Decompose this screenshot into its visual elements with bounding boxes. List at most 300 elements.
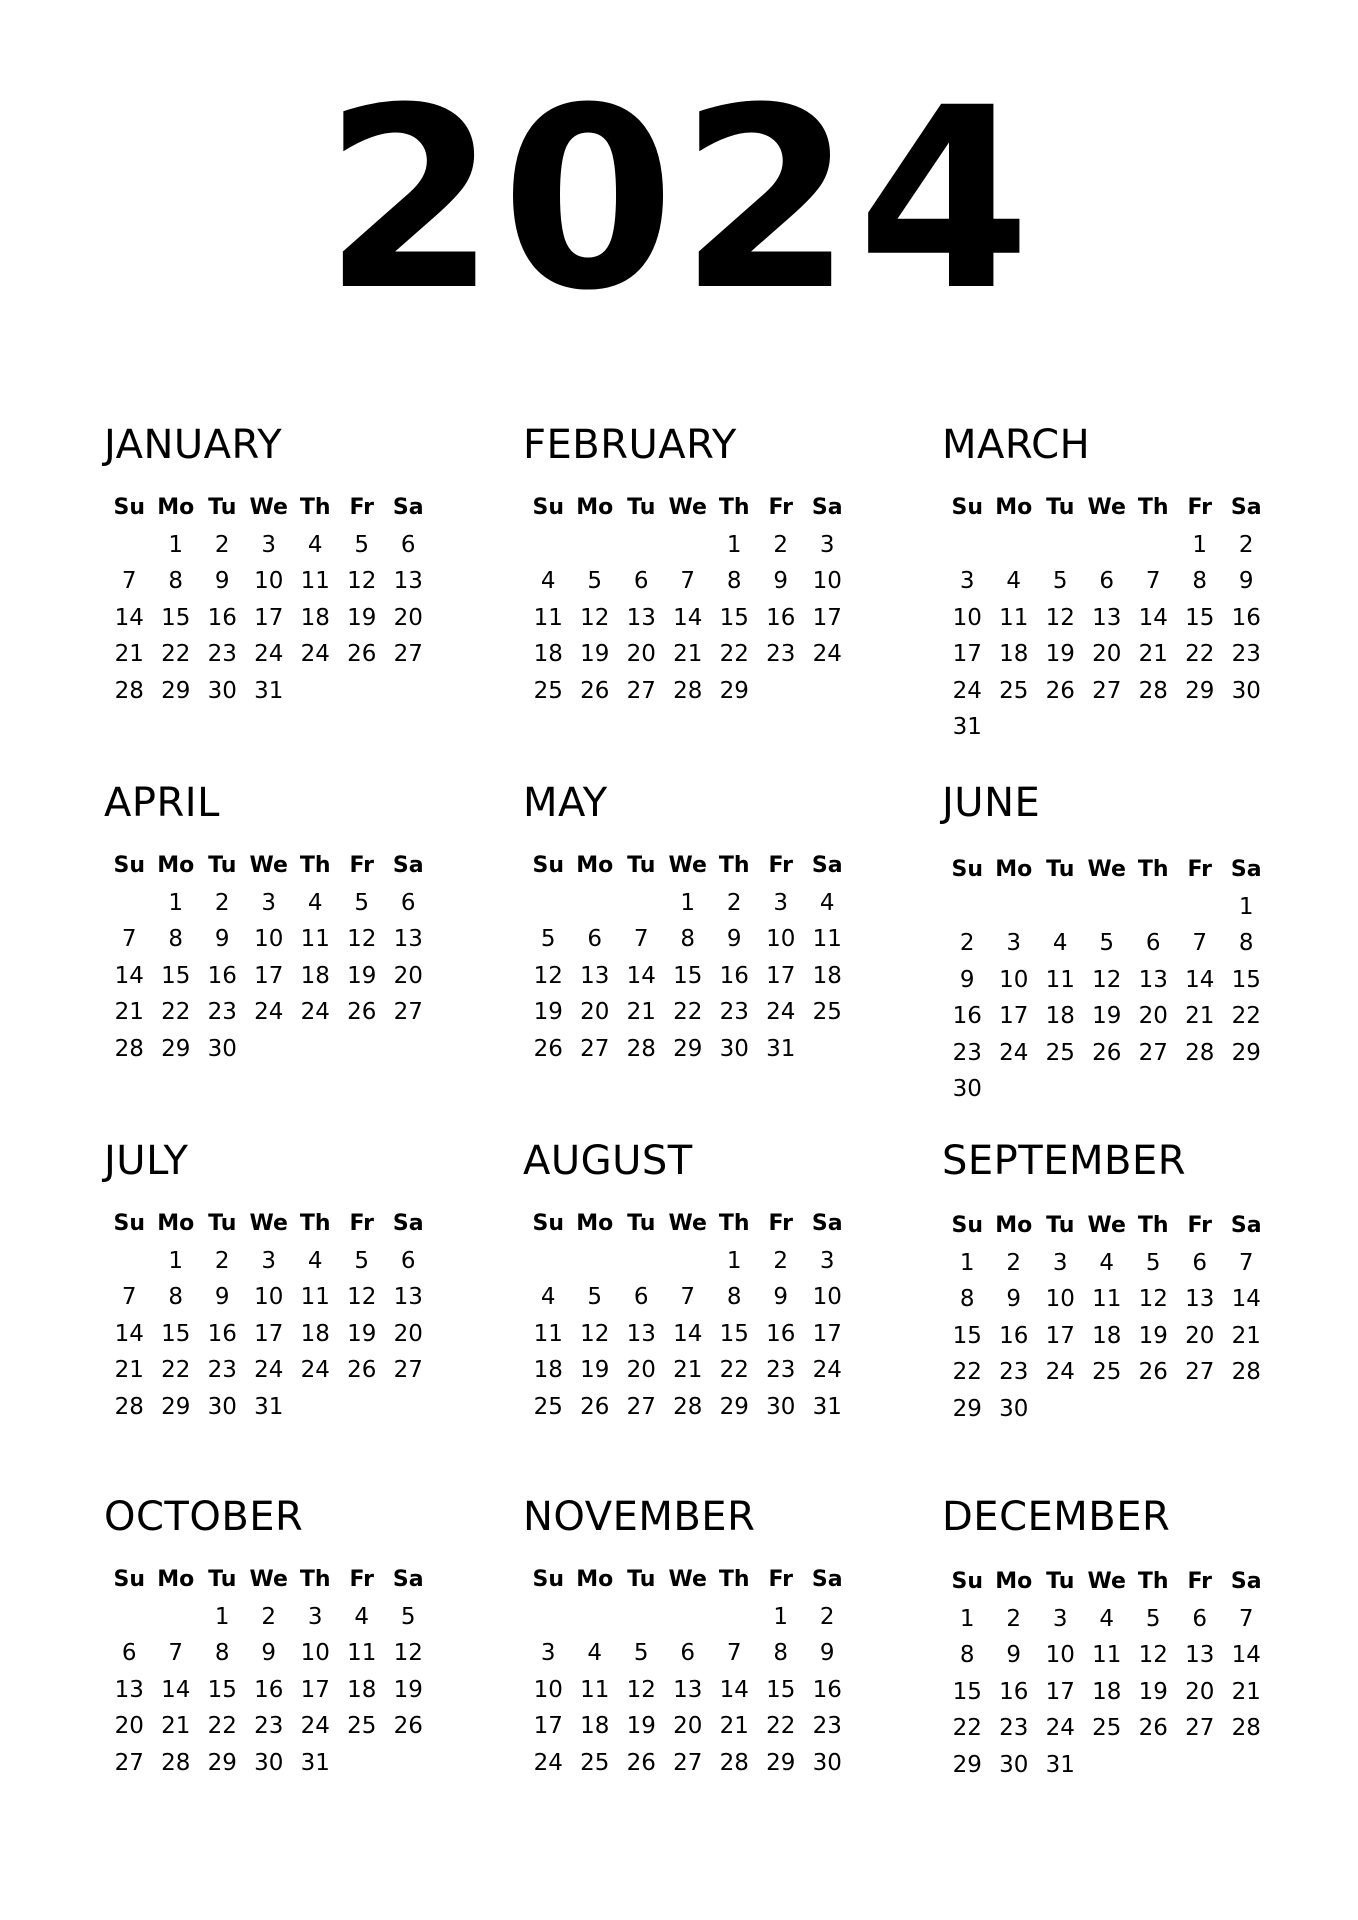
day-cell: 15	[1185, 604, 1215, 631]
day-cell: 29	[952, 1395, 982, 1422]
weekday-header: Su	[532, 853, 564, 878]
day-cell: 2	[1006, 1249, 1022, 1276]
day-cell: 14	[114, 962, 144, 989]
day-cell: 7	[1238, 1605, 1254, 1632]
day-cell: 7	[168, 1640, 184, 1666]
day-cell: 10	[533, 1676, 563, 1703]
day-cell: 18	[1092, 1678, 1122, 1705]
day-cell: 24	[533, 1749, 563, 1776]
day-cell: 28	[1231, 1715, 1261, 1741]
day-cell: 18	[300, 1320, 330, 1347]
month-june	[944, 778, 1284, 1108]
day-cell: 1	[1238, 893, 1254, 920]
day-cell: 23	[254, 1713, 284, 1739]
empty-day-cell	[572, 885, 619, 922]
empty-day-cell	[1130, 889, 1177, 926]
day-cell: 4	[1099, 1605, 1115, 1632]
day-cell: 1	[168, 1247, 184, 1274]
day-cell: 7	[633, 926, 649, 952]
day-cell: 30	[207, 677, 237, 704]
weekday-header: We	[249, 1211, 288, 1236]
day-cell: 21	[673, 641, 703, 667]
day-cell: 28	[114, 677, 144, 704]
day-cell: 2	[214, 531, 230, 558]
day-cell: 19	[580, 641, 610, 667]
month-name: NOVEMBER	[523, 1494, 756, 1540]
day-cell: 16	[999, 1322, 1029, 1349]
day-cell: 29	[766, 1749, 796, 1776]
day-cell: 24	[1045, 1359, 1075, 1385]
month-july	[106, 1136, 446, 1425]
day-cell: 25	[533, 677, 563, 704]
day-cell: 10	[300, 1640, 330, 1666]
day-cell: 31	[300, 1749, 330, 1776]
month-august	[525, 1136, 865, 1425]
weekday-header: Sa	[1230, 1213, 1262, 1238]
empty-day-cell	[711, 1599, 758, 1636]
day-cell: 19	[347, 604, 377, 631]
month-september	[944, 1136, 1284, 1427]
day-cell: 19	[1045, 641, 1075, 667]
day-cell: 7	[726, 1640, 742, 1666]
weekday-header: Th	[718, 853, 750, 878]
day-cell: 15	[719, 1320, 749, 1347]
day-cell: 26	[347, 641, 377, 667]
day-cell: 9	[214, 926, 230, 952]
day-cell: 7	[121, 568, 137, 594]
day-cell: 19	[1138, 1678, 1168, 1705]
day-cell: 22	[766, 1713, 796, 1739]
weekday-header: Mo	[576, 853, 614, 878]
empty-day-cell	[1130, 527, 1177, 564]
day-cell: 22	[161, 1357, 191, 1383]
day-cell: 10	[766, 926, 796, 952]
empty-day-cell	[991, 527, 1038, 564]
day-cell: 24	[300, 1357, 330, 1383]
weekday-header: Th	[299, 853, 331, 878]
month-november	[525, 1492, 865, 1781]
day-cell: 13	[1138, 966, 1168, 993]
day-cell: 4	[819, 889, 835, 916]
empty-day-cell	[665, 1599, 712, 1636]
month-name: FEBRUARY	[523, 422, 737, 468]
day-cell: 18	[812, 962, 842, 989]
day-cell: 25	[1045, 1039, 1075, 1066]
day-cell: 11	[533, 604, 563, 631]
day-cell: 2	[819, 1603, 835, 1630]
day-cell: 10	[254, 568, 284, 594]
day-cell: 17	[254, 962, 284, 989]
day-cell: 18	[300, 962, 330, 989]
day-cell: 4	[540, 1284, 556, 1310]
weekday-header: Mo	[995, 495, 1033, 520]
empty-day-cell	[572, 527, 619, 564]
weekday-header: Mo	[157, 853, 195, 878]
weekday-header: We	[249, 495, 288, 520]
day-cell: 3	[261, 1247, 277, 1274]
weekday-header: Th	[1137, 495, 1169, 520]
weekday-header: Fr	[349, 853, 374, 878]
day-cell: 4	[1099, 1249, 1115, 1276]
day-cell: 5	[633, 1640, 649, 1666]
day-cell: 23	[1231, 641, 1261, 667]
day-cell: 29	[161, 677, 191, 704]
day-cell: 2	[214, 1247, 230, 1274]
day-cell: 6	[587, 926, 603, 952]
day-cell: 30	[207, 1035, 237, 1062]
weekday-header: Mo	[576, 1567, 614, 1592]
day-cell: 14	[673, 1320, 703, 1347]
day-cell: 6	[1099, 568, 1115, 594]
day-cell: 1	[1192, 531, 1208, 558]
day-cell: 10	[812, 568, 842, 594]
day-cell: 29	[719, 1393, 749, 1420]
empty-day-cell	[618, 885, 665, 922]
day-cell: 29	[161, 1393, 191, 1420]
weekday-header: Sa	[392, 853, 424, 878]
day-cell: 15	[673, 962, 703, 989]
month-may	[525, 778, 865, 1067]
month-name: OCTOBER	[104, 1494, 304, 1540]
day-cell: 11	[1092, 1286, 1122, 1312]
day-cell: 15	[766, 1676, 796, 1703]
day-cell: 4	[307, 889, 323, 916]
day-cell: 1	[726, 1247, 742, 1274]
month-name: MARCH	[942, 422, 1091, 468]
day-cell: 18	[580, 1713, 610, 1739]
day-cell: 16	[207, 1320, 237, 1347]
day-cell: 5	[1099, 930, 1115, 956]
weekday-header: Su	[532, 1211, 564, 1236]
day-cell: 18	[999, 641, 1029, 667]
month-name: MAY	[523, 780, 608, 826]
day-cell: 5	[587, 1284, 603, 1310]
month-name: DECEMBER	[942, 1494, 1171, 1540]
day-cell: 12	[347, 1284, 377, 1310]
day-cell: 22	[673, 999, 703, 1025]
weekday-header: We	[1087, 1569, 1126, 1594]
weekday-header: Su	[113, 1211, 145, 1236]
weekday-header: Mo	[995, 857, 1033, 882]
day-cell: 11	[533, 1320, 563, 1347]
day-cell: 17	[1045, 1322, 1075, 1349]
weekday-header: Sa	[811, 853, 843, 878]
day-cell: 10	[812, 1284, 842, 1310]
day-cell: 5	[354, 1247, 370, 1274]
weekday-header: Sa	[392, 495, 424, 520]
weekday-header: Fr	[1187, 857, 1212, 882]
day-cell: 24	[1045, 1715, 1075, 1741]
empty-day-cell	[525, 1599, 572, 1636]
day-cell: 20	[580, 999, 610, 1025]
day-cell: 26	[626, 1749, 656, 1776]
day-cell: 30	[1231, 677, 1261, 704]
month-name: JANUARY	[104, 422, 283, 468]
day-cell: 9	[1006, 1642, 1022, 1668]
day-cell: 29	[952, 1751, 982, 1778]
day-cell: 25	[347, 1713, 377, 1739]
weekday-header: Fr	[1187, 1569, 1212, 1594]
day-cell: 19	[347, 962, 377, 989]
day-grid	[106, 1562, 446, 1781]
day-cell: 21	[1231, 1322, 1261, 1349]
day-cell: 5	[1145, 1249, 1161, 1276]
day-cell: 1	[214, 1603, 230, 1630]
empty-day-cell	[1084, 889, 1131, 926]
day-cell: 17	[300, 1676, 330, 1703]
day-cell: 12	[1045, 604, 1075, 631]
day-cell: 19	[626, 1713, 656, 1739]
day-cell: 30	[207, 1393, 237, 1420]
day-cell: 22	[207, 1713, 237, 1739]
day-cell: 14	[114, 604, 144, 631]
day-cell: 26	[393, 1713, 423, 1739]
day-cell: 12	[347, 568, 377, 594]
day-grid	[944, 490, 1284, 746]
day-cell: 2	[214, 889, 230, 916]
weekday-header: Mo	[157, 495, 195, 520]
day-cell: 29	[161, 1035, 191, 1062]
day-cell: 11	[347, 1640, 377, 1666]
weekday-header: Sa	[392, 1567, 424, 1592]
day-cell: 24	[812, 641, 842, 667]
day-cell: 13	[580, 962, 610, 989]
weekday-header: Fr	[768, 853, 793, 878]
day-cell: 8	[773, 1640, 789, 1666]
day-cell: 24	[812, 1357, 842, 1383]
weekday-header: Th	[718, 495, 750, 520]
weekday-header: Mo	[576, 495, 614, 520]
weekday-header: Fr	[349, 495, 374, 520]
day-cell: 16	[254, 1676, 284, 1703]
day-cell: 7	[121, 1284, 137, 1310]
day-cell: 20	[1185, 1678, 1215, 1705]
day-cell: 14	[1231, 1642, 1261, 1668]
day-cell: 14	[161, 1676, 191, 1703]
day-cell: 15	[161, 1320, 191, 1347]
day-cell: 3	[1052, 1605, 1068, 1632]
weekday-header: Fr	[1187, 495, 1212, 520]
day-cell: 12	[1092, 966, 1122, 993]
day-cell: 20	[393, 962, 423, 989]
day-cell: 28	[114, 1035, 144, 1062]
day-cell: 15	[952, 1322, 982, 1349]
day-cell: 9	[819, 1640, 835, 1666]
day-cell: 9	[261, 1640, 277, 1666]
weekday-header: Tu	[1046, 1213, 1075, 1238]
weekday-header: Th	[299, 1567, 331, 1592]
day-cell: 23	[207, 999, 237, 1025]
empty-day-cell	[572, 1243, 619, 1280]
weekday-header: Fr	[1187, 1213, 1212, 1238]
day-cell: 20	[626, 641, 656, 667]
day-cell: 11	[999, 604, 1029, 631]
empty-day-cell	[525, 1243, 572, 1280]
day-cell: 11	[1092, 1642, 1122, 1668]
day-cell: 6	[1145, 930, 1161, 956]
month-january	[106, 420, 446, 709]
day-cell: 30	[719, 1035, 749, 1062]
day-cell: 28	[1138, 677, 1168, 704]
day-cell: 8	[680, 926, 696, 952]
weekday-header: We	[668, 1211, 707, 1236]
day-cell: 18	[533, 1357, 563, 1383]
month-name: SEPTEMBER	[942, 1138, 1187, 1184]
day-cell: 14	[114, 1320, 144, 1347]
day-cell: 5	[400, 1603, 416, 1630]
day-cell: 4	[587, 1640, 603, 1666]
day-cell: 6	[680, 1640, 696, 1666]
day-cell: 23	[766, 1357, 796, 1383]
day-cell: 30	[999, 1751, 1029, 1778]
day-cell: 3	[1052, 1249, 1068, 1276]
day-cell: 26	[533, 1035, 563, 1062]
year-title: 2024	[323, 54, 1035, 345]
day-cell: 9	[214, 568, 230, 594]
day-grid	[525, 490, 865, 709]
day-cell: 14	[1231, 1286, 1261, 1312]
day-cell: 28	[161, 1749, 191, 1776]
empty-day-cell	[525, 885, 572, 922]
weekday-header: Fr	[768, 495, 793, 520]
day-cell: 12	[580, 1320, 610, 1347]
day-cell: 10	[254, 926, 284, 952]
day-cell: 23	[952, 1039, 982, 1066]
day-cell: 25	[999, 677, 1029, 704]
day-cell: 11	[580, 1676, 610, 1703]
day-cell: 27	[580, 1035, 610, 1062]
day-cell: 17	[1045, 1678, 1075, 1705]
weekday-header: Su	[951, 1213, 983, 1238]
weekday-header: Tu	[627, 853, 656, 878]
day-cell: 13	[393, 1284, 423, 1310]
day-cell: 6	[400, 889, 416, 916]
day-cell: 7	[1145, 568, 1161, 594]
day-cell: 12	[393, 1640, 423, 1666]
day-cell: 15	[1231, 966, 1261, 993]
weekday-header: Th	[718, 1567, 750, 1592]
day-cell: 12	[533, 962, 563, 989]
day-cell: 8	[1192, 568, 1208, 594]
day-cell: 19	[1092, 1003, 1122, 1029]
day-cell: 16	[766, 604, 796, 631]
month-february	[525, 420, 865, 709]
weekday-header: Tu	[208, 853, 237, 878]
day-cell: 9	[1006, 1286, 1022, 1312]
day-cell: 31	[1045, 1751, 1075, 1778]
day-cell: 30	[812, 1749, 842, 1776]
day-cell: 5	[587, 568, 603, 594]
day-cell: 21	[1138, 641, 1168, 667]
day-cell: 17	[952, 641, 982, 667]
day-cell: 29	[1231, 1039, 1261, 1066]
month-name: APRIL	[104, 780, 220, 826]
weekday-header: We	[1087, 1213, 1126, 1238]
month-name: JUNE	[942, 780, 1041, 826]
day-cell: 20	[1138, 1003, 1168, 1029]
day-grid	[944, 1564, 1284, 1783]
month-december	[944, 1492, 1284, 1783]
day-cell: 16	[719, 962, 749, 989]
day-cell: 7	[1238, 1249, 1254, 1276]
day-cell: 28	[114, 1393, 144, 1420]
weekday-header: Sa	[1230, 1569, 1262, 1594]
day-cell: 16	[999, 1678, 1029, 1705]
day-cell: 9	[959, 966, 975, 993]
weekday-header: Sa	[811, 1567, 843, 1592]
day-cell: 31	[766, 1035, 796, 1062]
day-cell: 24	[300, 1713, 330, 1739]
day-cell: 30	[999, 1395, 1029, 1422]
day-cell: 31	[254, 677, 284, 704]
weekday-header: Th	[299, 1211, 331, 1236]
day-cell: 9	[773, 568, 789, 594]
day-cell: 6	[633, 1284, 649, 1310]
day-cell: 21	[626, 999, 656, 1025]
day-cell: 23	[207, 1357, 237, 1383]
empty-day-cell	[106, 885, 153, 922]
day-cell: 27	[393, 999, 423, 1025]
day-cell: 10	[254, 1284, 284, 1310]
day-cell: 24	[952, 677, 982, 704]
day-cell: 8	[1238, 930, 1254, 956]
day-cell: 30	[766, 1393, 796, 1420]
day-grid	[525, 848, 865, 1067]
day-cell: 29	[207, 1749, 237, 1776]
day-cell: 27	[393, 1357, 423, 1383]
empty-day-cell	[665, 1243, 712, 1280]
weekday-header: Mo	[157, 1567, 195, 1592]
empty-day-cell	[665, 527, 712, 564]
weekday-header: We	[249, 853, 288, 878]
day-cell: 14	[673, 604, 703, 631]
day-cell: 19	[533, 999, 563, 1025]
weekday-header: Th	[718, 1211, 750, 1236]
empty-day-cell	[944, 527, 991, 564]
day-cell: 20	[1185, 1322, 1215, 1349]
empty-day-cell	[618, 1599, 665, 1636]
day-cell: 18	[533, 641, 563, 667]
day-cell: 6	[121, 1640, 137, 1666]
weekday-header: Tu	[208, 1567, 237, 1592]
day-grid	[944, 1208, 1284, 1427]
day-cell: 4	[540, 568, 556, 594]
day-cell: 24	[254, 1357, 284, 1383]
day-cell: 22	[719, 1357, 749, 1383]
day-cell: 25	[580, 1749, 610, 1776]
day-cell: 22	[161, 641, 191, 667]
day-cell: 15	[719, 604, 749, 631]
day-cell: 13	[626, 604, 656, 631]
empty-day-cell	[1177, 889, 1224, 926]
day-cell: 4	[1052, 930, 1068, 956]
weekday-header: Su	[951, 1569, 983, 1594]
day-cell: 28	[719, 1749, 749, 1776]
day-cell: 6	[400, 531, 416, 558]
month-april	[106, 778, 446, 1067]
weekday-header: We	[668, 495, 707, 520]
day-cell: 14	[719, 1676, 749, 1703]
day-cell: 24	[999, 1039, 1029, 1066]
day-cell: 6	[1192, 1249, 1208, 1276]
day-cell: 22	[1185, 641, 1215, 667]
day-cell: 8	[959, 1286, 975, 1312]
weekday-header: We	[1087, 857, 1126, 882]
day-cell: 11	[1045, 966, 1075, 993]
day-cell: 23	[812, 1713, 842, 1739]
day-cell: 20	[673, 1713, 703, 1739]
day-cell: 30	[254, 1749, 284, 1776]
